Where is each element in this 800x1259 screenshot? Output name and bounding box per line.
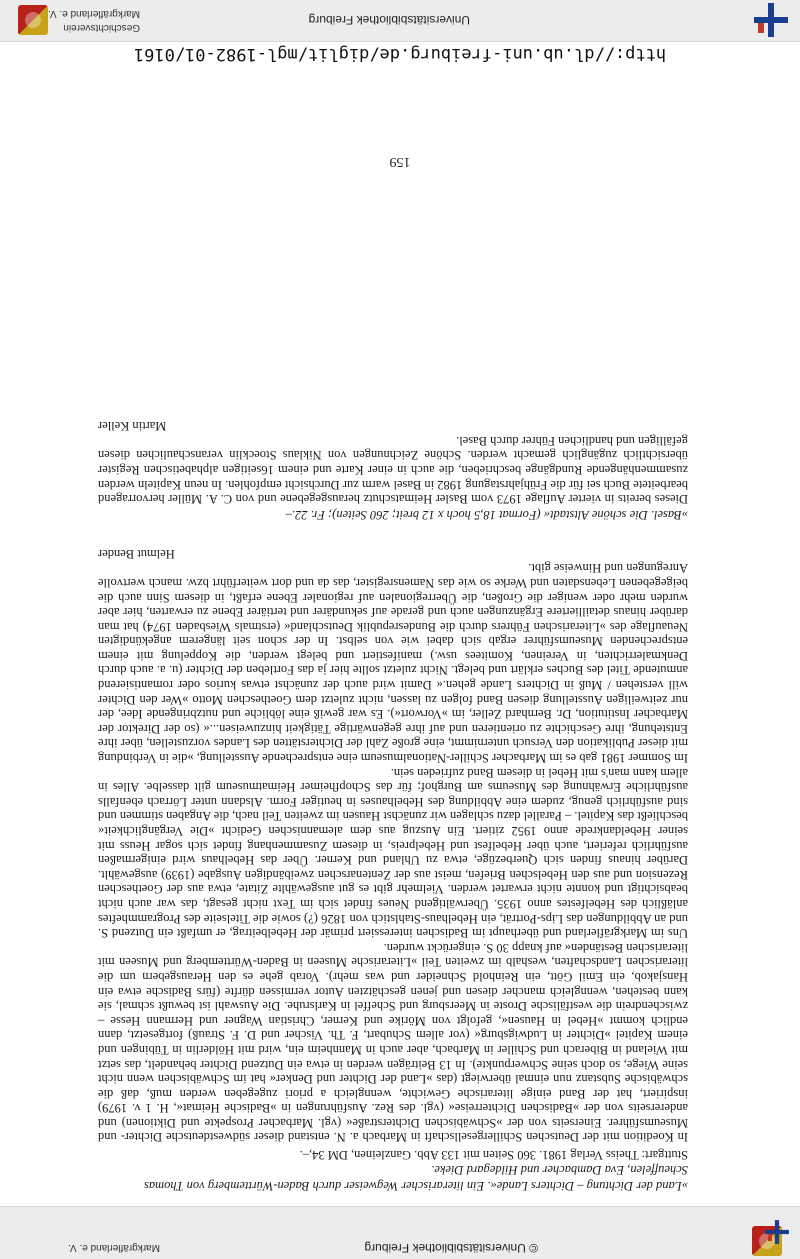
- header-society: Geschichtsverein: [63, 22, 140, 33]
- review-publisher: Stuttgart: Theiss Verlag 1981. 360 Seiten mit 133 Abb. Ganzleinen, DM 34,–.: [299, 1148, 688, 1162]
- viewer-header-bar: [0, 0, 800, 42]
- review-paragraph: In Koedition mit der Deutschen Schillergesellschaft in Marbach a. N. entstand dieser südwestdeutsche Dichter- und Museumsführer. Einerseits von der »Schwäbischen Dichterstraße« (vgl. Marbacher Prospekte und Diktionen) und andererseits von der »Badischen Dichterreise« (vgl. des Rez. Ausführungen in »Badische Heimat«, H. 1 v. 1979) inspiriert, hat der Band einige literarische Gewichte, wenngleich a priori zugegeben werden muß, daß die schwäbische Substanz nun einmal überwiegt (das »Land der Dichter und Denker« hat im Schwäbischen wenn nicht seine Wiege, so doch seine Schwerpunkte). In 13 Beiträgen werden in etwa ein Dutzend Dichter behandelt, das setzt mit Wieland in Biberach und Schiller in Marbach, aber auch in Mannheim ein, wird mit Hölderlin in Tübingen und einem Kapitel »Dichter in Ludwigsburg« (vor allem Schubart, F. Th. Vischer und D. F. Strauß) fortgesetzt, dann endlich kommt »Hebel in Hausen«, gefolgt von Mörike und Kerner, Christian Wagner und Hermann Hesse – zwischendrein die westfälische Droste in Meersburg und Scheffel in Karlsruhe. Die Auswahl ist bewußt schmal, sie kann bestehen, wenngleich mancher diesen und jenen geschätzten Autor vermissen dürfte (fürs Badische etwa ein Hansjakob, ein Emil Gött, ein Reinhold Schneider und was mehr). Vorab gehe es den Herausgebern um die literarischen Landschaften, weshalb im zweiten Teil »Literarische Museen in Baden-Württemberg und Museen mit literarischen Beständen« auf knapp 30 S. eingerückt wurden.: [98, 940, 688, 1145]
- review-paragraph: Im Sommer 1981 gab es im Marbacher Schiller-Nationalmuseum eine entsprechende Ausstellung, »die in Verbindung mit dieser Publikation den Versuch unternimmt, eine große Zahl der Dichterstätten des Landes vorzustellen, über ihre Entstehung, ihre Geschichte zu orientieren und auf ihre gegenwärtige Tätigkeit hinzuweisen...« (so der Direktor der Marbacher Institution, Dr. Bernhard Zeller, im »Vorwort«). Es war gewiß eine löbliche und nutzbringende Idee, der nur zeitweiligen Ausstellung diesen Band folgen zu lassen, nicht zuletzt dem Goetheschen Motto »Wer den Dichter will verstehen / Muß in Dichters Lande gehen.« Damit wird auch der zunächst etwas kurios oder romantisierend anmutende Titel des Buches erklärt und belegt. Nicht zuletzt sollte hier ja das Fortleben der Dichter (u. a. auch durch Denkmalerrichten, in Vereinen, Komitees usw.) manifestiert und belegt werden, die Koppelung mit einem entsprechenden Museumsführer ergab sich dabei wie von selbst. In der schon seit längerem angekündigten Neuauflage des »Literarischen Führers durch die Bundesrepublik Deutschland« (erstmals Wiesbaden 1974) hat man darüber hinaus detailliertere Ergänzungen auch und gerade auf sekundärer und tertiärer Ebene zu erwarten, hier aber wurden mehr oder weniger die Großen, die Überregionalen auf regionaler Ebene erfaßt, in diesem Sinn auch die beigegebenen Lebensdaten und Werke so wie das Namensregister, das da und dort weiterführt bzw. manch wertvolle Anregungen und Hinweise gibt.: [98, 561, 688, 766]
- review-signature: Helmut Bender: [98, 546, 175, 561]
- review-land-der-dichtung: [98, 546, 688, 1193]
- viewer-footer-bar: [0, 1206, 800, 1259]
- ub-freiburg-mark-icon: [765, 1220, 789, 1244]
- review-paragraph: Uns im Markgräflerland und überhaupt im Badischen interessiert primär der Hebelbeitrag, er umfaßt ein Dutzend S. und an Abbildungen das Lips-Porträt, ein Hebelhaus-Stahlstich von 1826 (?) sowie die Titelseite des Programmheftes anläßlich des Hebelfestes anno 1935. Überwältigend Neues findet sich im Text nicht gesagt, das war auch nicht beabsichtigt und konnte nicht erwartet werden. Vielmehr gibt es gut ausgewählte Zitate, etwa aus der Goetheschen Rezension und aus den Hebelschen Briefen, meist aus der Zentenarschen zweibändigen Ausgabe (1939) ausgewählt. Darüber hinaus finden sich Querbezüge, etwa zu Uhland und Kerner. Über das Hebelhaus wird einigermaßen ausführlich referiert, auch über Hebelfest und Hebelpreis, in diesem Zusammenhang findet sich sogar Heuss mit seiner Hebeldankrede anno 1952 zitiert. Ein Auszug aus dem alemannischen Gedicht »Die Vergänglichkeit« beschließt das Kapitel. – Parallel dazu schlagen wir zunächst Hausen im zweiten Teil nach, die Angaben stimmen und sind ausführlich genug, zudem eine Abbildung des Hebelhauses in heutiger Form. Alsdann unter Lörrach ebenfalls ausführliche Erwähnung des Museums am Burghof; für das Schopfheimer Heimatmuseum gilt dasselbe. Alles in allem kann man's mit Hebel in diesem Band zufrieden sein.: [98, 765, 688, 941]
- society-crest-icon: [18, 5, 48, 35]
- header-institution: Universitätsbibliothek Freiburg: [308, 13, 470, 27]
- review-signature: Martin Keller: [98, 419, 167, 434]
- header-society-region: Markgräflerland e. V.: [48, 8, 140, 19]
- review-title: »Basel. Die schöne Altstadt« (Format 18,5 hoch x 12 breit; 260 Seiten); Fr. 22.–: [285, 507, 688, 522]
- review-basel: [98, 418, 688, 521]
- review-title: »Land der Dichtung – Dichters Lande«. Ein literarischer Wegweiser durch Baden-Württemberg von Thomas Scheuffelen, Eva Dambacher und Hildegard Dieke.: [143, 1163, 688, 1193]
- page-number: 159: [389, 154, 411, 169]
- permalink-url[interactable]: http://dl.ub.uni-freiburg.de/diglit/mgl-1982-01/0161: [133, 44, 667, 64]
- review-paragraph: Dieses bereits in vierter Auflage 1973 vom Basler Heimatschutz herausgegebene und von C. A. Müller hervorragend bearbeitete Buch sei für die Frühjahrstagung 1982 in Basel warm zur Durchsicht empfohlen. In neun Kapiteln werden zusammenhängende Rundgänge beschrieben, die auch in einer Karte und einem 16seitigen alphabetischen Register übersichtlich zugänglich gemacht werden. Schöne Zeichnungen von Niklaus Stoecklin veranschaulichen diesen gefälligen und handlichen Führer durch Basel.: [98, 433, 688, 507]
- footer-society: Markgräflerland e. V.: [68, 1242, 160, 1253]
- document-page: [98, 418, 688, 1193]
- ub-freiburg-logo-icon[interactable]: [754, 3, 788, 37]
- footer-copyright: © Universitätsbibliothek Freiburg: [364, 1241, 538, 1255]
